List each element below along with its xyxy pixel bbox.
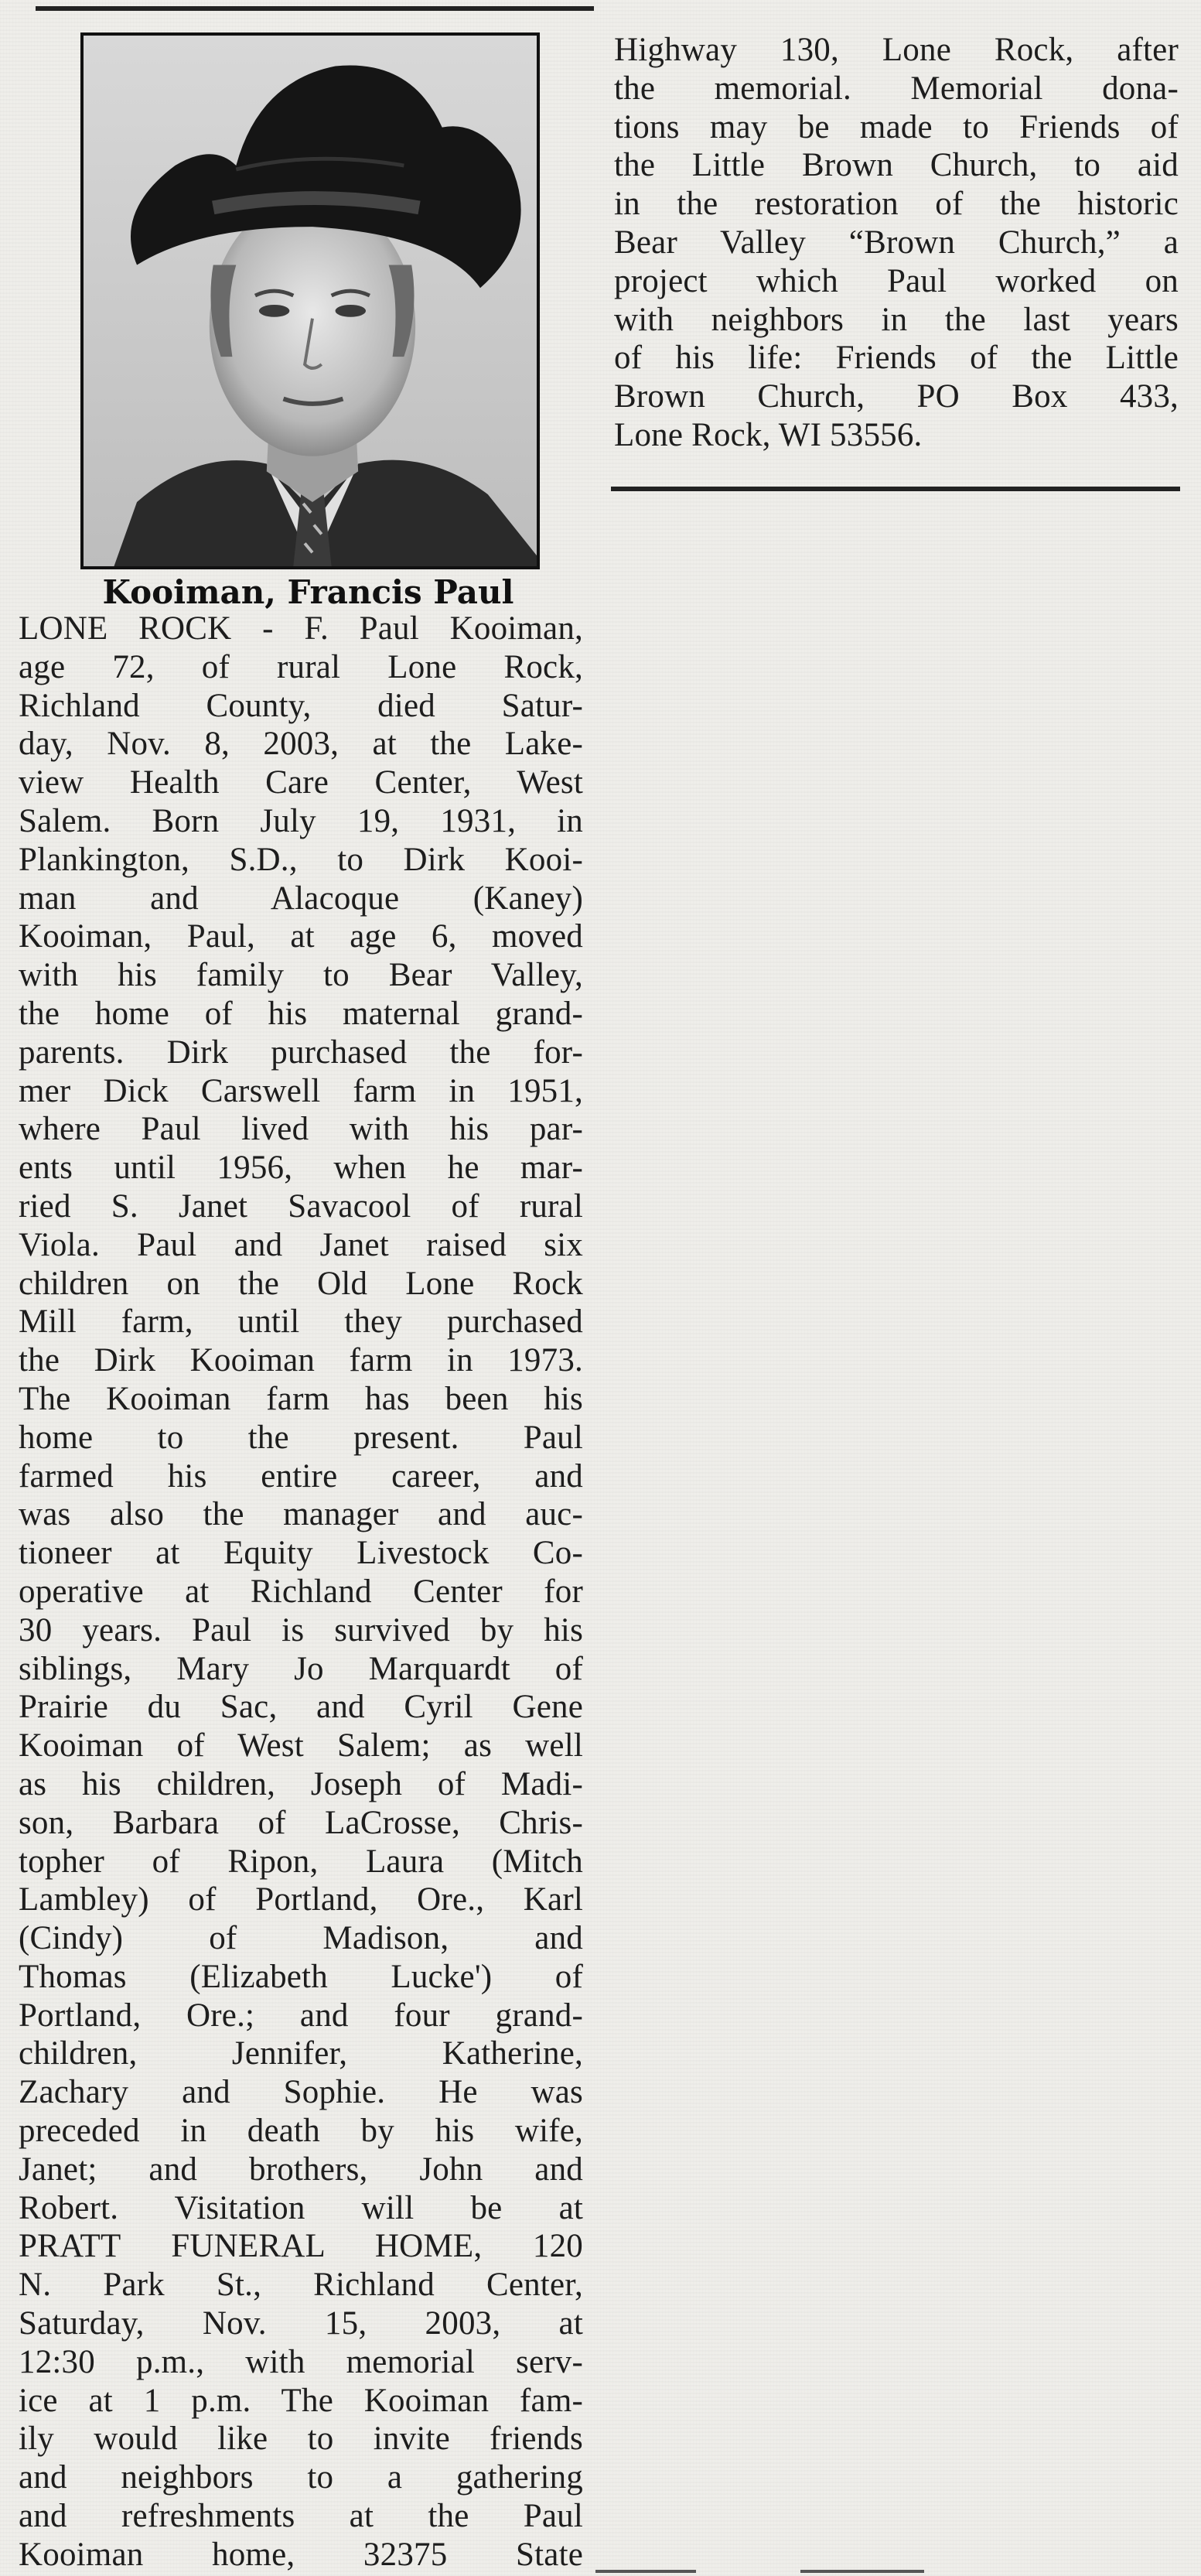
text-line: Viola. Paul and Janet raised six [19, 1226, 583, 1263]
text-line: where Paul lived with his par- [19, 1111, 583, 1148]
top-rule [36, 6, 594, 11]
text-line: PRATT FUNERAL HOME, 120 [19, 2228, 583, 2265]
text-line: Lone Rock, WI 53556. [614, 416, 923, 453]
obituary-name-heading: Kooiman, Francis Paul [102, 573, 514, 611]
text-line: The Kooiman farm has been his [19, 1380, 583, 1417]
text-line: children, Jennifer, Katherine, [19, 2035, 583, 2072]
text-line: Highway 130, Lone Rock, after [614, 32, 1179, 68]
text-line: of his life: Friends of the Little [614, 340, 1179, 377]
text-line: LONE ROCK - F. Paul Kooiman, [19, 610, 583, 647]
portrait-photo [80, 32, 540, 569]
text-line: man and Alacoque (Kaney) [19, 880, 583, 917]
text-line: the memorial. Memorial dona- [614, 70, 1179, 107]
text-line: Mill farm, until they purchased [19, 1303, 583, 1341]
text-line: Robert. Visitation will be at [19, 2189, 583, 2226]
text-line: with his family to Bear Valley, [19, 957, 583, 994]
text-line: ice at 1 p.m. The Kooiman fam- [19, 2382, 583, 2419]
text-line: Plankington, S.D., to Dirk Kooi- [19, 841, 583, 878]
text-line: ried S. Janet Savacool of rural [19, 1187, 583, 1225]
text-line: home to the present. Paul [19, 1419, 583, 1456]
text-line: tioneer at Equity Livestock Co- [19, 1535, 583, 1572]
text-line: Salem. Born July 19, 1931, in [19, 802, 583, 839]
text-line: farmed his entire career, and [19, 1457, 583, 1495]
portrait-photo-icon [84, 36, 537, 566]
text-line: in the restoration of the historic [614, 186, 1179, 223]
text-line: with neighbors in the last years [614, 301, 1179, 338]
text-line: the Dirk Kooiman farm in 1973. [19, 1342, 583, 1379]
text-line: Kooiman of West Salem; as well [19, 1727, 583, 1765]
text-line: Prairie du Sac, and Cyril Gene [19, 1689, 583, 1726]
obituary-body-right-column [614, 31, 1179, 455]
text-line: siblings, Mary Jo Marquardt of [19, 1650, 583, 1687]
text-line: son, Barbara of LaCrosse, Chris- [19, 1804, 583, 1841]
text-line: Lambley) of Portland, Ore., Karl [19, 1881, 583, 1918]
text-line: project which Paul worked on [614, 262, 1179, 299]
bottom-rule-fragment [595, 2570, 696, 2573]
text-line: N. Park St., Richland Center, [19, 2267, 583, 2304]
text-line: ily would like to invite friends [19, 2421, 583, 2458]
text-line: Richland County, died Satur- [19, 687, 583, 724]
text-line: age 72, of rural Lone Rock, [19, 648, 583, 685]
text-line: Portland, Ore.; and four grand- [19, 1997, 583, 2034]
text-line: Bear Valley “Brown Church,” a [614, 224, 1179, 261]
text-line: the home of his maternal grand- [19, 995, 583, 1032]
text-line: day, Nov. 8, 2003, at the Lake- [19, 726, 583, 763]
text-line: and neighbors to a gathering [19, 2459, 583, 2496]
text-line: mer Dick Carswell farm in 1951, [19, 1072, 583, 1109]
text-line: and refreshments at the Paul [19, 2498, 583, 2535]
bottom-rule-fragment [800, 2570, 924, 2573]
text-line: operative at Richland Center for [19, 1573, 583, 1610]
text-line: Kooiman home, 32375 State [19, 2536, 583, 2573]
text-line: 30 years. Paul is survived by his [19, 1611, 583, 1648]
text-line: Kooiman, Paul, at age 6, moved [19, 918, 583, 955]
text-line: Brown Church, PO Box 433, [614, 378, 1179, 415]
text-line: Zachary and Sophie. He was [19, 2074, 583, 2111]
text-line: as his children, Joseph of Madi- [19, 1765, 583, 1802]
text-line: tions may be made to Friends of [614, 108, 1179, 145]
text-line: Thomas (Elizabeth Lucke') of [19, 1958, 583, 1995]
end-rule [611, 487, 1180, 491]
text-line: parents. Dirk purchased the for- [19, 1033, 583, 1071]
text-line: view Health Care Center, West [19, 764, 583, 801]
text-line: the Little Brown Church, to aid [614, 147, 1179, 184]
text-line: ents until 1956, when he mar- [19, 1150, 583, 1187]
text-line: children on the Old Lone Rock [19, 1265, 583, 1302]
text-line: preceded in death by his wife, [19, 2113, 583, 2150]
text-line: Janet; and brothers, John and [19, 2151, 583, 2188]
text-line: Saturday, Nov. 15, 2003, at [19, 2305, 583, 2342]
text-line: (Cindy) of Madison, and [19, 1920, 583, 1957]
text-line: topher of Ripon, Laura (Mitch [19, 1843, 583, 1880]
text-line: was also the manager and auc- [19, 1496, 583, 1533]
obituary-body-left-column [19, 610, 583, 2574]
text-line: 12:30 p.m., with memorial serv- [19, 2343, 583, 2380]
